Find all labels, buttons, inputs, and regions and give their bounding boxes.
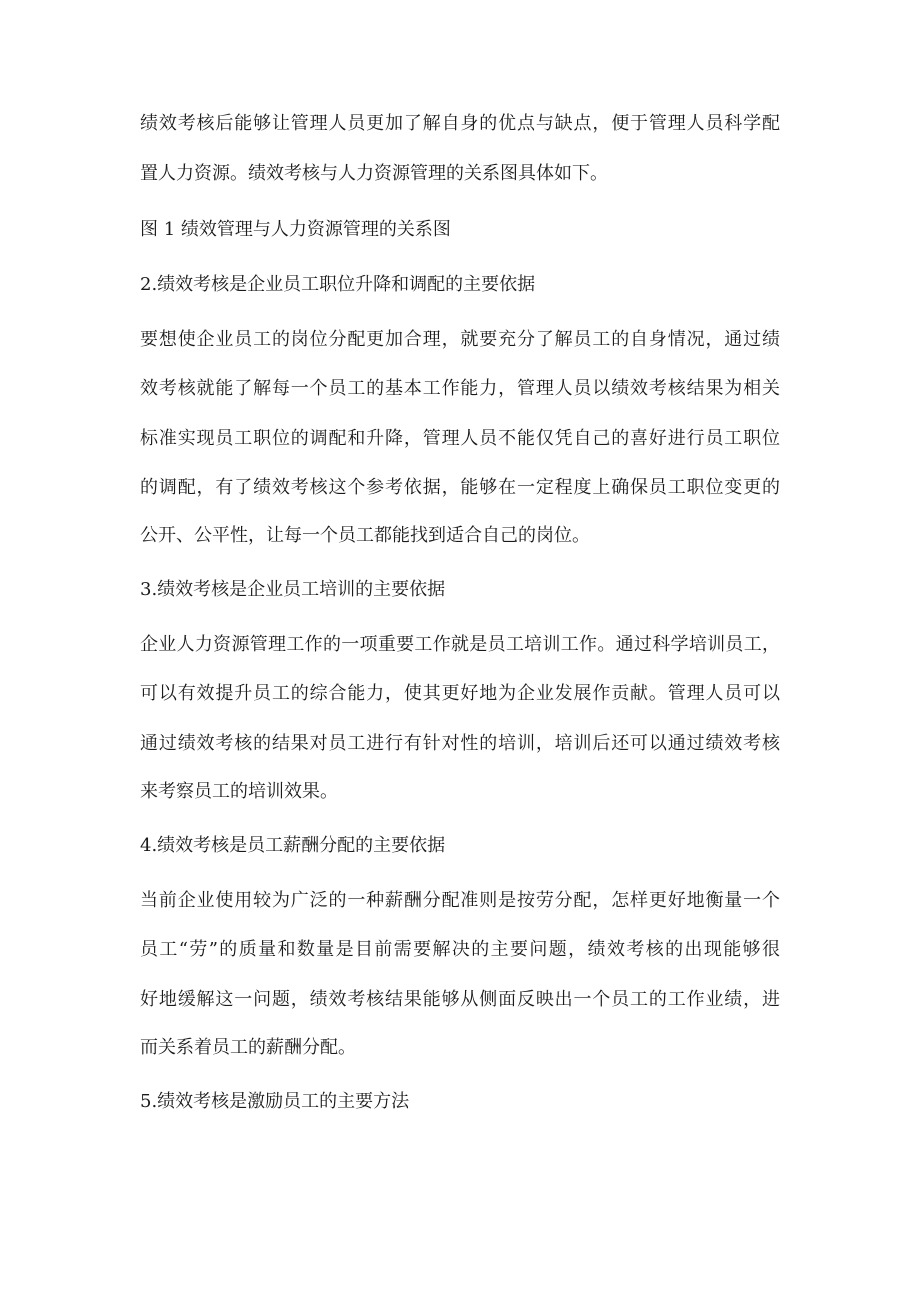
intro-line-2: 置人力资源。绩效考核与人力资源管理的关系图具体如下。: [140, 163, 608, 184]
section-2-heading: 2.绩效考核是企业员工职位升降和调配的主要依据: [140, 274, 536, 295]
section-2-line: 标准实现员工职位的调配和升降，管理人员不能仅凭自己的喜好进行员工职位: [140, 428, 780, 449]
section-4-line: 当前企业使用较为广泛的一种薪酬分配准则是按劳分配，怎样更好地衡量一个: [140, 890, 780, 911]
section-4-line: 而关系着员工的薪酬分配。: [140, 1037, 356, 1058]
figure-caption: 图 1 绩效管理与人力资源管理的关系图: [140, 219, 451, 240]
section-4-line: 员工“劳”的质量和数量是目前需要解决的主要问题，绩效考核的出现能够很: [140, 939, 780, 960]
section-3-line: 可以有效提升员工的综合能力，使其更好地为企业发展作贡献。管理人员可以: [140, 683, 780, 704]
section-3-line: 来考察员工的培训效果。: [140, 781, 338, 802]
intro-line-1: 绩效考核后能够让管理人员更加了解自身的优点与缺点，便于管理人员科学配: [140, 113, 780, 134]
section-3-line: 通过绩效考核的结果对员工进行有针对性的培训，培训后还可以通过绩效考核: [140, 733, 780, 754]
section-3-line: 企业人力资源管理工作的一项重要工作就是员工培训工作。通过科学培训员工，: [140, 634, 780, 655]
section-3-heading: 3.绩效考核是企业员工培训的主要依据: [140, 579, 446, 600]
section-2-line: 的调配，有了绩效考核这个参考依据，能够在一定程度上确保员工职位变更的: [140, 477, 780, 498]
section-5-heading: 5.绩效考核是激励员工的主要方法: [140, 1091, 410, 1112]
section-4-heading: 4.绩效考核是员工薪酬分配的主要依据: [140, 835, 446, 856]
section-4-line: 好地缓解这一问题，绩效考核结果能够从侧面反映出一个员工的工作业绩，进: [140, 989, 780, 1010]
section-2-line: 要想使企业员工的岗位分配更加合理，就要充分了解员工的自身情况，通过绩: [140, 329, 780, 350]
section-2-line: 效考核就能了解每一个员工的基本工作能力，管理人员以绩效考核结果为相关: [140, 378, 780, 399]
section-2-line: 公开、公平性，让每一个员工都能找到适合自己的岗位。: [140, 525, 590, 546]
